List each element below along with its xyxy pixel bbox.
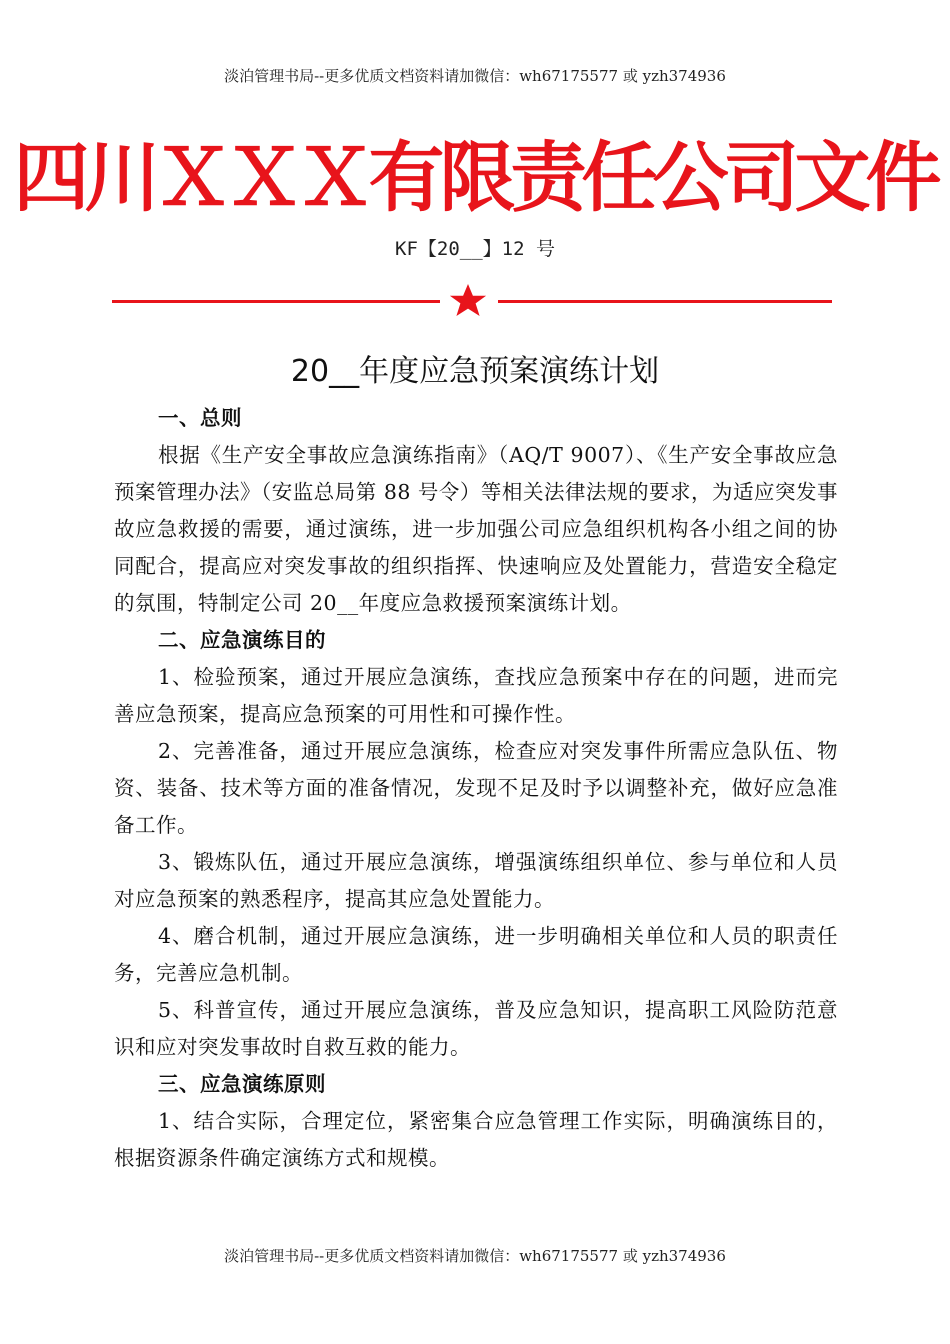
document-body bbox=[114, 400, 838, 1177]
paragraph: 根据《生产安全事故应急演练指南》（AQ/T 9007）、《生产安全事故应急预案管理办法》（安监总局第 88 号令）等相关法律法规的要求，为适应突发事故应急救援的需要，通过演练，进一步加强公司应急组织机构各小组之间的协同配合，提高应对突发事故的组织指挥、快速响应及处置能力，营造安全稳定的氛围，特制定公司 20__年度应急救援预案演练计划。 bbox=[114, 443, 838, 615]
section-heading-principles: 三、应急演练原则 bbox=[158, 1072, 326, 1096]
red-letterhead-title: 四川ＸＸＸ有限责任公司文件 bbox=[13, 133, 937, 222]
paragraph: 1、检验预案，通过开展应急演练，查找应急预案中存在的问题，进而完善应急预案，提高应急预案的可用性和可操作性。 bbox=[114, 665, 838, 726]
divider-line-left bbox=[112, 300, 440, 303]
paragraph: 5、科普宣传，通过开展应急演练，普及应急知识，提高职工风险防范意识和应对突发事故时自救互救的能力。 bbox=[114, 998, 838, 1059]
paragraph: 1、结合实际，合理定位，紧密集合应急管理工作实际，明确演练目的，根据资源条件确定演练方式和规模。 bbox=[114, 1109, 838, 1170]
paragraph: 4、磨合机制，通过开展应急演练，进一步明确相关单位和人员的职责任务，完善应急机制。 bbox=[114, 924, 838, 985]
paragraph: 3、锻炼队伍，通过开展应急演练，增强演练组织单位、参与单位和人员对应急预案的熟悉程序，提高其应急处置能力。 bbox=[114, 850, 838, 911]
page-footer-note: 淡泊管理书局--更多优质文档资料请加微信：wh67175577 或 yzh374936 bbox=[224, 1247, 726, 1265]
section-heading-purpose: 二、应急演练目的 bbox=[158, 628, 326, 652]
paragraph: 2、完善准备，通过开展应急演练，检查应对突发事件所需应急队伍、物资、装备、技术等方面的准备情况，发现不足及时予以调整补充，做好应急准备工作。 bbox=[114, 739, 838, 837]
red-star-icon bbox=[450, 284, 486, 316]
document-title: 20__年度应急预案演练计划 bbox=[290, 354, 660, 389]
page-header-note: 淡泊管理书局--更多优质文档资料请加微信：wh67175577 或 yzh374936 bbox=[224, 67, 726, 85]
red-star-divider bbox=[112, 284, 832, 320]
divider-line-right bbox=[498, 300, 832, 303]
section-heading-general: 一、总则 bbox=[158, 406, 242, 430]
document-number: KF【20__】12 号 bbox=[395, 238, 555, 260]
